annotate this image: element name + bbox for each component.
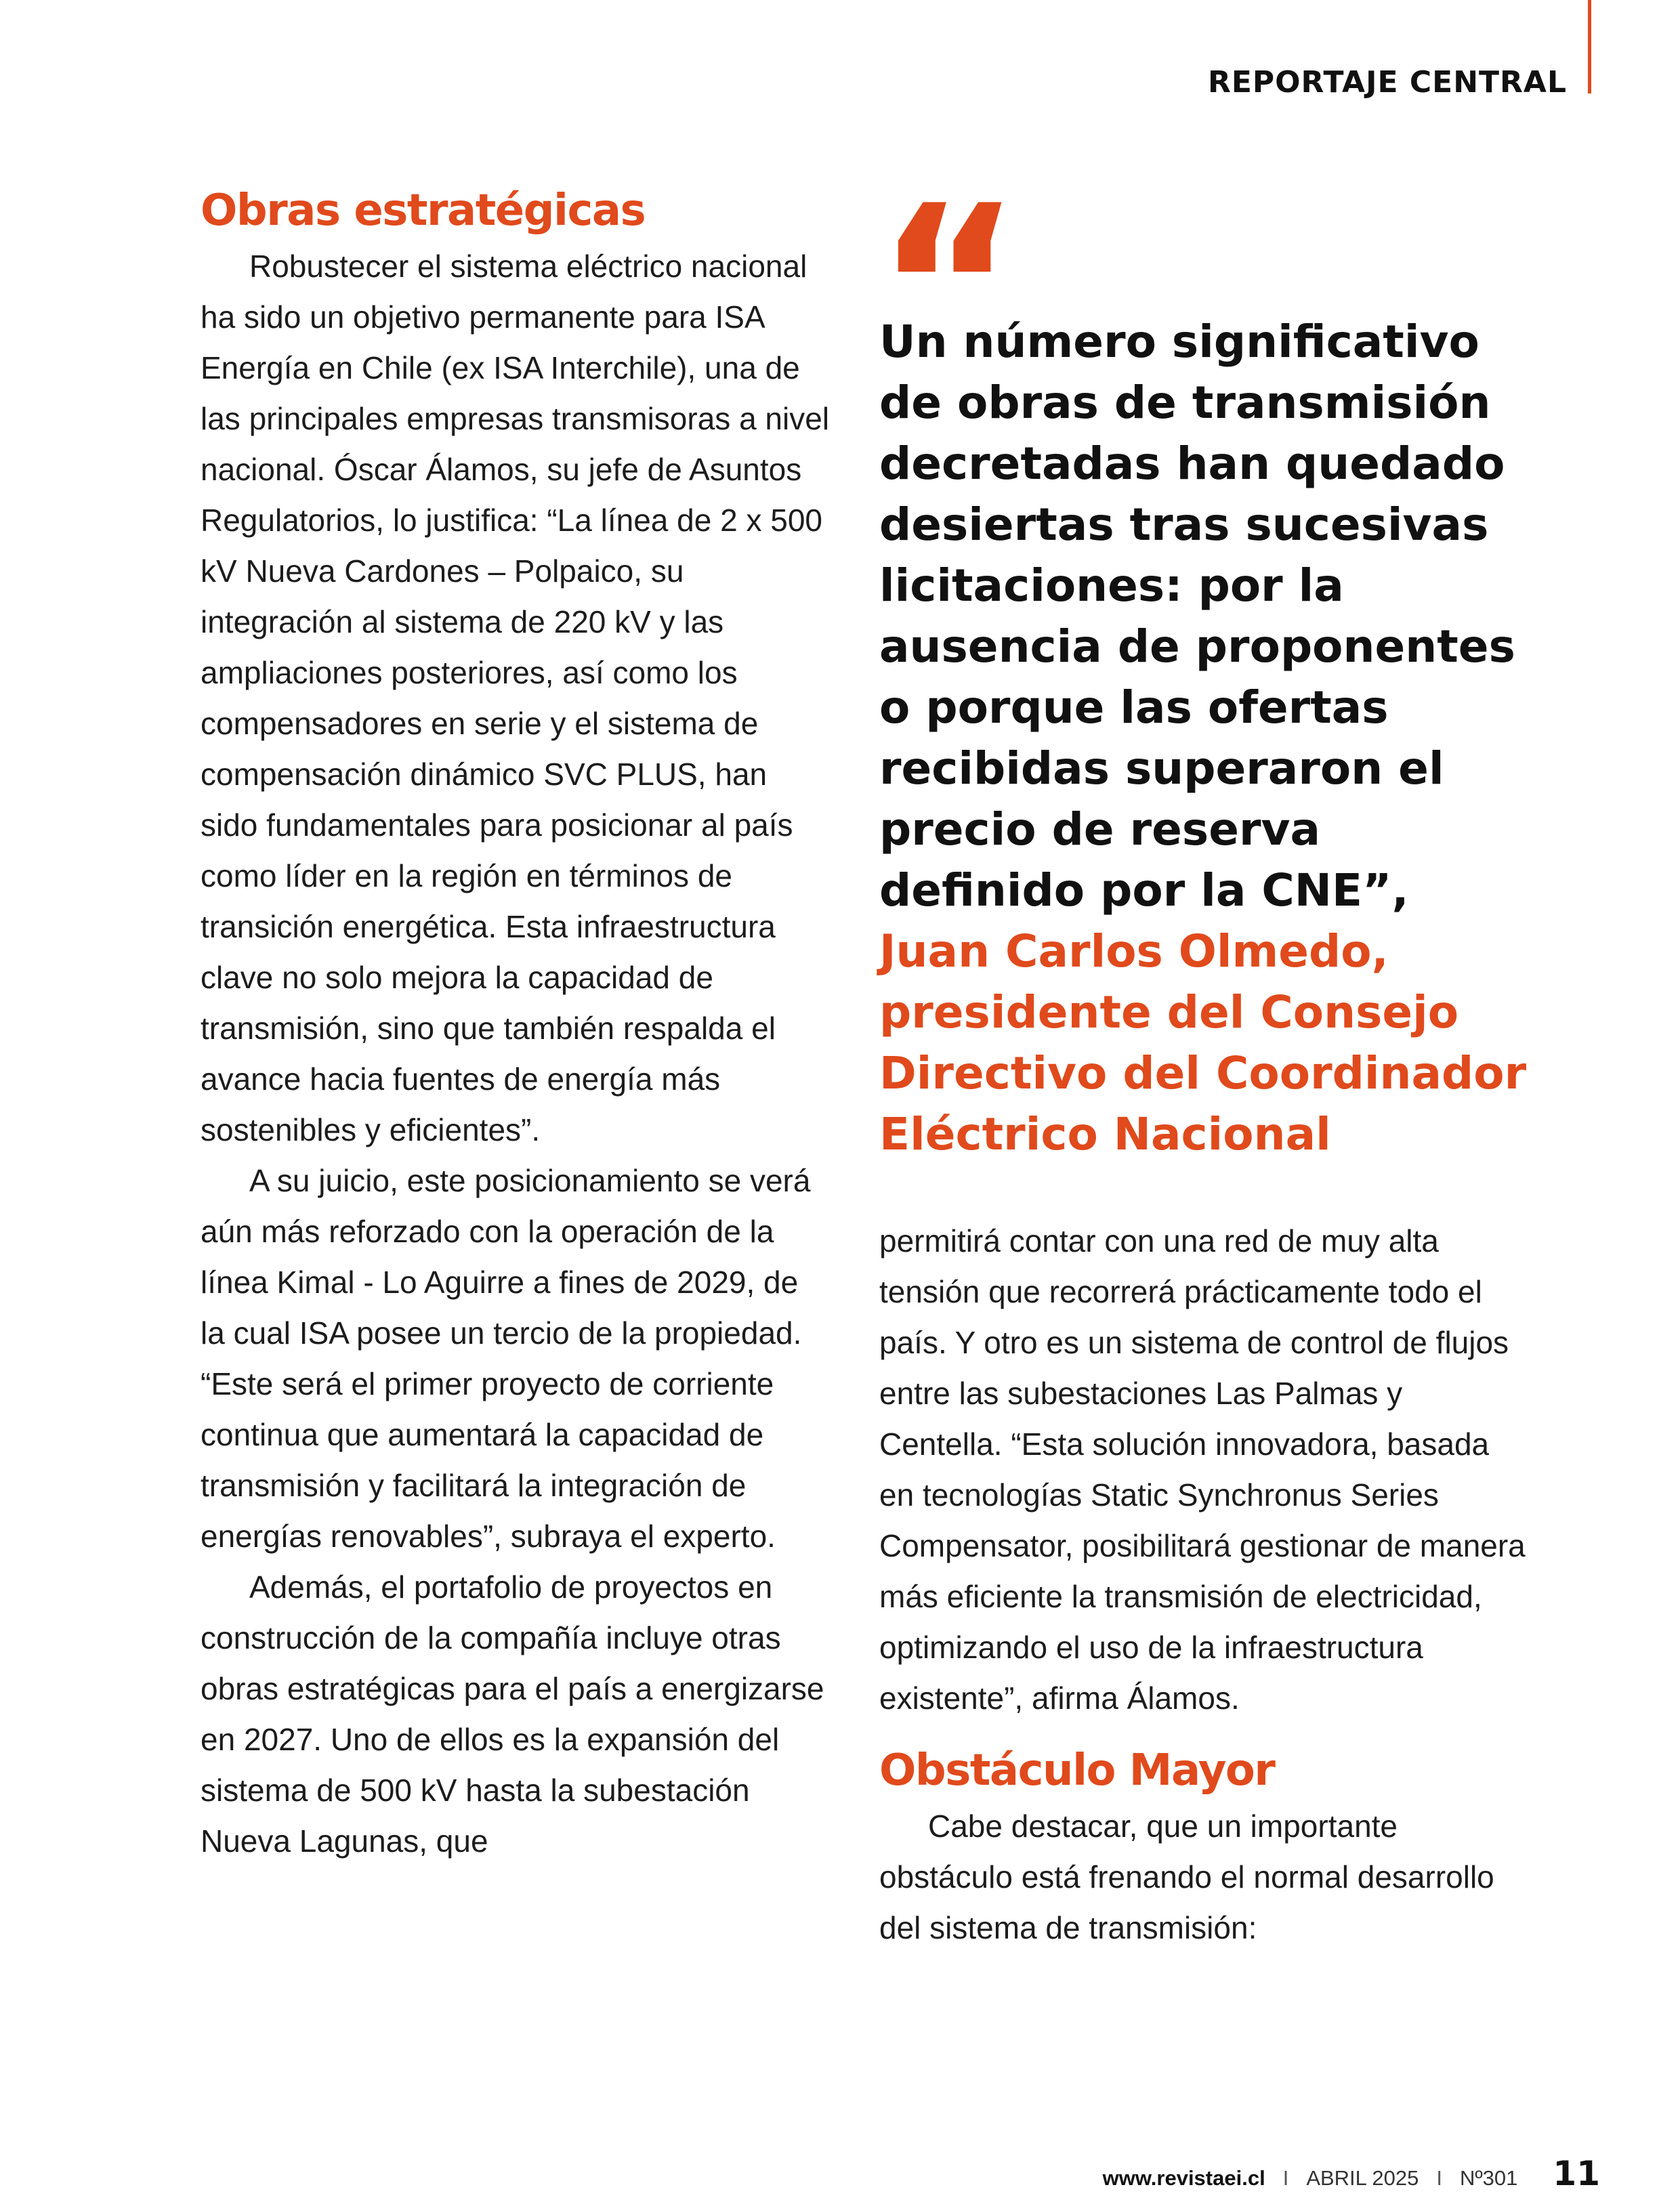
footer-website: www.revistaei.cl [1102, 2166, 1265, 2190]
quote-mark-icon: “ [875, 158, 1022, 418]
page-footer [1103, 2154, 1600, 2193]
footer-separator: I [1282, 2166, 1289, 2190]
body-paragraph: Robustecer el sistema eléctrico nacional ha sido un objetivo permanente para ISA Energía en Chile (ex ISA Interchile), una de las principales empresas transmisoras a nivel nacional. Óscar Álamos, su jefe de Asuntos Regulatorios, lo justifica: “La línea de 2 x 500 kV Nueva Cardones – Polpaico, su integración al sistema de 220 kV y las ampliaciones posteriores, así como los compensadores en serie y el sistema de compensación dinámico SVC PLUS, han sido fundamentales para posicionar al país como líder en la región en términos de transición energética. Esta infraestructura clave no solo mejora la capacidad de transmisión, sino que también respalda el avance hacia fuentes de energía más sostenibles y eficientes”. [201, 249, 830, 1147]
section-label: REPORTAJE CENTRAL [1207, 65, 1567, 100]
footer-date: ABRIL 2025 [1306, 2166, 1419, 2190]
left-column [201, 180, 831, 1867]
page-number: 11 [1553, 2154, 1600, 2193]
pull-quote [879, 312, 1530, 1165]
section-heading-obras: Obras estratégicas [201, 186, 646, 236]
body-paragraph: Además, el portafolio de proyectos en construcción de la compañía incluye otras obras estratégicas para el país a energizarse en 2027. Uno de ellos es la expansión del sistema de 500 kV hasta la subestación Nueva Lagunas, que [201, 1569, 824, 1859]
pull-quote-text: Un número significativo de obras de transmisión decretadas han quedado desiertas tras sucesivas licitaciones: por la ausencia de proponentes o porque las ofertas recibidas superaron el precio de reserva definido por la CNE”, [879, 316, 1515, 916]
footer-separator: I [1436, 2166, 1442, 2190]
footer-issue: Nº301 [1459, 2166, 1518, 2190]
body-paragraph: Cabe destacar, que un importante obstáculo está frenando el normal desarrollo del sistema de transmisión: [879, 1808, 1494, 1945]
body-paragraph-continuation: permitirá contar con una red de muy alta tensión que recorrerá prácticamente todo el país. Y otro es un sistema de control de flujos entre las subestaciones Las Palmas y Centella. “Esta solución innovadora, basada en tecnologías Static Synchronus Series Compensator, posibilitará gestionar de manera más eficiente la transmisión de electricidad, optimizando el uso de la infraestructura existente”, afirma Álamos. [879, 1223, 1526, 1716]
section-heading-obstaculo: Obstáculo Mayor [879, 1746, 1275, 1796]
header-accent-rule [1588, 0, 1591, 93]
right-column [879, 1216, 1530, 1953]
pull-quote-attribution: Juan Carlos Olmedo, presidente del Consejo Directivo del Coordinador Eléctrico Nacional [879, 925, 1527, 1160]
body-paragraph: A su juicio, este posicionamiento se verá aún más reforzado con la operación de la línea Kimal - Lo Aguirre a fines de 2029, de la cual ISA posee un tercio de la propiedad. “Este será el primer proyecto de corriente continua que aumentará la capacidad de transmisión y facilitará la integración de energías renovables”, subraya el experto. [201, 1163, 811, 1554]
